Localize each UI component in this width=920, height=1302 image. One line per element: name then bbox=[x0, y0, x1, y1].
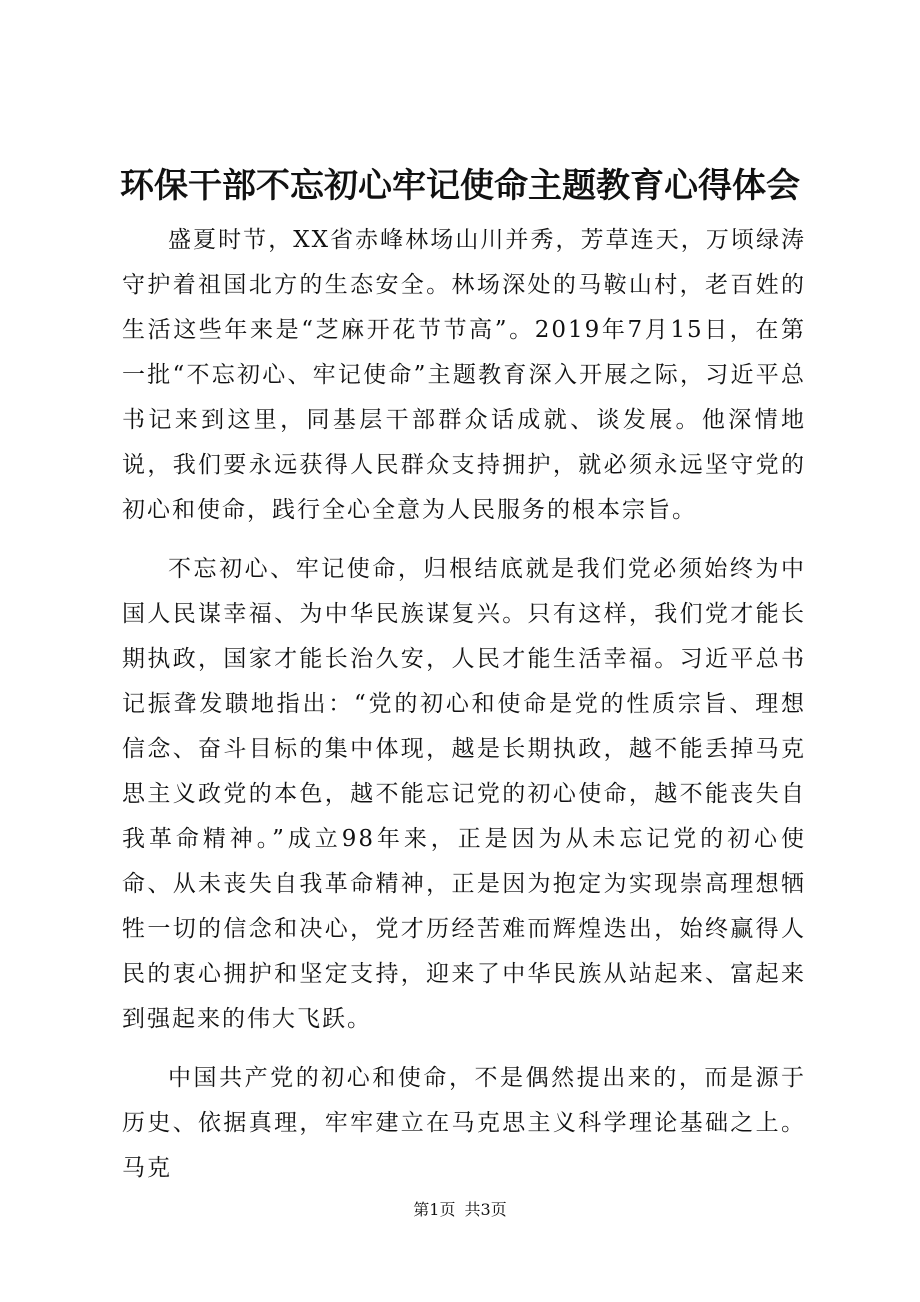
paragraph-2: 不忘初心、牢记使命，归根结底就是我们党必须始终为中国人民谋幸福、为中华民族谋复兴。只有这样，我们党才能长期执政，国家才能长治久安，人民才能生活幸福。习近平总书记振聋发聩地指出：“党的初心和使命是党的性质宗旨、理想信念、奋斗目标的集中体现，越是长期执政，越不能丢掉马克思主义政党的本色，越不能忘记党的初心使命，越不能丧失自我革命精神。”成立98年来，正是因为从未忘记党的初心使命、从未丧失自我革命精神，正是因为抱定为实现崇高理想牺牲一切的信念和决心，党才历经苦难而辉煌迭出，始终赢得人民的衷心拥护和坚定支持，迎来了中华民族从站起来、富起来到强起来的伟大飞跃。 bbox=[122, 556, 806, 1032]
page-footer bbox=[0, 1198, 920, 1222]
document-title: 环保干部不忘初心牢记使命主题教育心得体会 bbox=[120, 166, 800, 206]
page-total: 共3页 bbox=[464, 1200, 507, 1219]
paragraph-3: 中国共产党的初心和使命，不是偶然提出来的，而是源于历史、依据真理，牢牢建立在马克思主义科学理论基础之上。马克 bbox=[122, 1065, 806, 1181]
page-number: 第1页 bbox=[413, 1200, 456, 1219]
document-body bbox=[122, 218, 806, 1205]
paragraph-1: 盛夏时节，XX省赤峰林场山川并秀，芳草连天，万顷绿涛守护着祖国北方的生态安全。林场深处的马鞍山村，老百姓的生活这些年来是“芝麻开花节节高”。2019年7月15日，在第一批“不忘初心、牢记使命”主题教育深入开展之际，习近平总书记来到这里，同基层干部群众话成就、谈发展。他深情地说，我们要永远获得人民群众支持拥护，就必须永远坚守党的初心和使命，践行全心全意为人民服务的根本宗旨。 bbox=[122, 227, 806, 523]
